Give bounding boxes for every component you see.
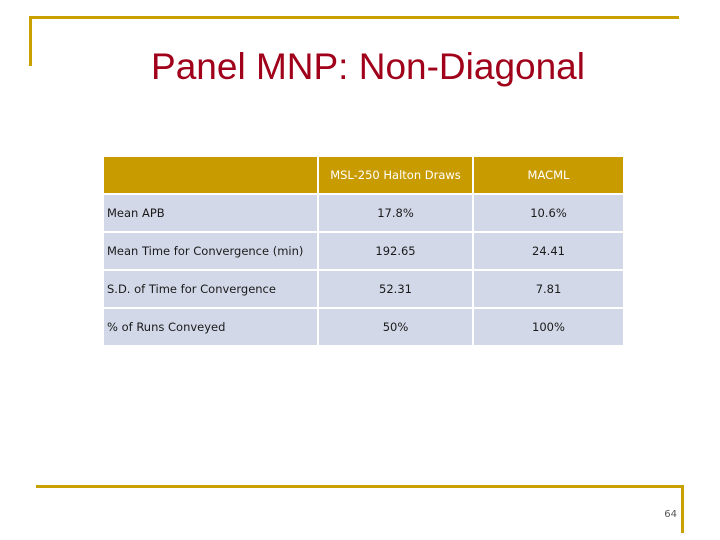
row-label: S.D. of Time for Convergence bbox=[104, 271, 317, 307]
results-table bbox=[102, 155, 625, 347]
row-label: Mean APB bbox=[104, 195, 317, 231]
macml-value: 24.41 bbox=[474, 233, 623, 269]
page-number: 64 bbox=[664, 509, 677, 520]
right-rule bbox=[681, 485, 684, 533]
table-header-row bbox=[104, 157, 623, 193]
msl-value: 17.8% bbox=[319, 195, 472, 231]
msl-value: 192.65 bbox=[319, 233, 472, 269]
row-label: % of Runs Conveyed bbox=[104, 309, 317, 345]
table-header-msl: MSL-250 Halton Draws bbox=[319, 157, 472, 193]
macml-value: 100% bbox=[474, 309, 623, 345]
macml-value: 7.81 bbox=[474, 271, 623, 307]
msl-value: 52.31 bbox=[319, 271, 472, 307]
slide-title: Panel MNP: Non-Diagonal bbox=[151, 46, 585, 87]
msl-value: 50% bbox=[319, 309, 472, 345]
top-rule bbox=[29, 16, 679, 19]
table-header-macml: MACML bbox=[474, 157, 623, 193]
table-row bbox=[104, 309, 623, 345]
table-row bbox=[104, 233, 623, 269]
macml-value: 10.6% bbox=[474, 195, 623, 231]
bottom-rule bbox=[36, 485, 683, 488]
table-header-blank bbox=[104, 157, 317, 193]
table-row bbox=[104, 271, 623, 307]
table-row bbox=[104, 195, 623, 231]
row-label: Mean Time for Convergence (min) bbox=[104, 233, 317, 269]
